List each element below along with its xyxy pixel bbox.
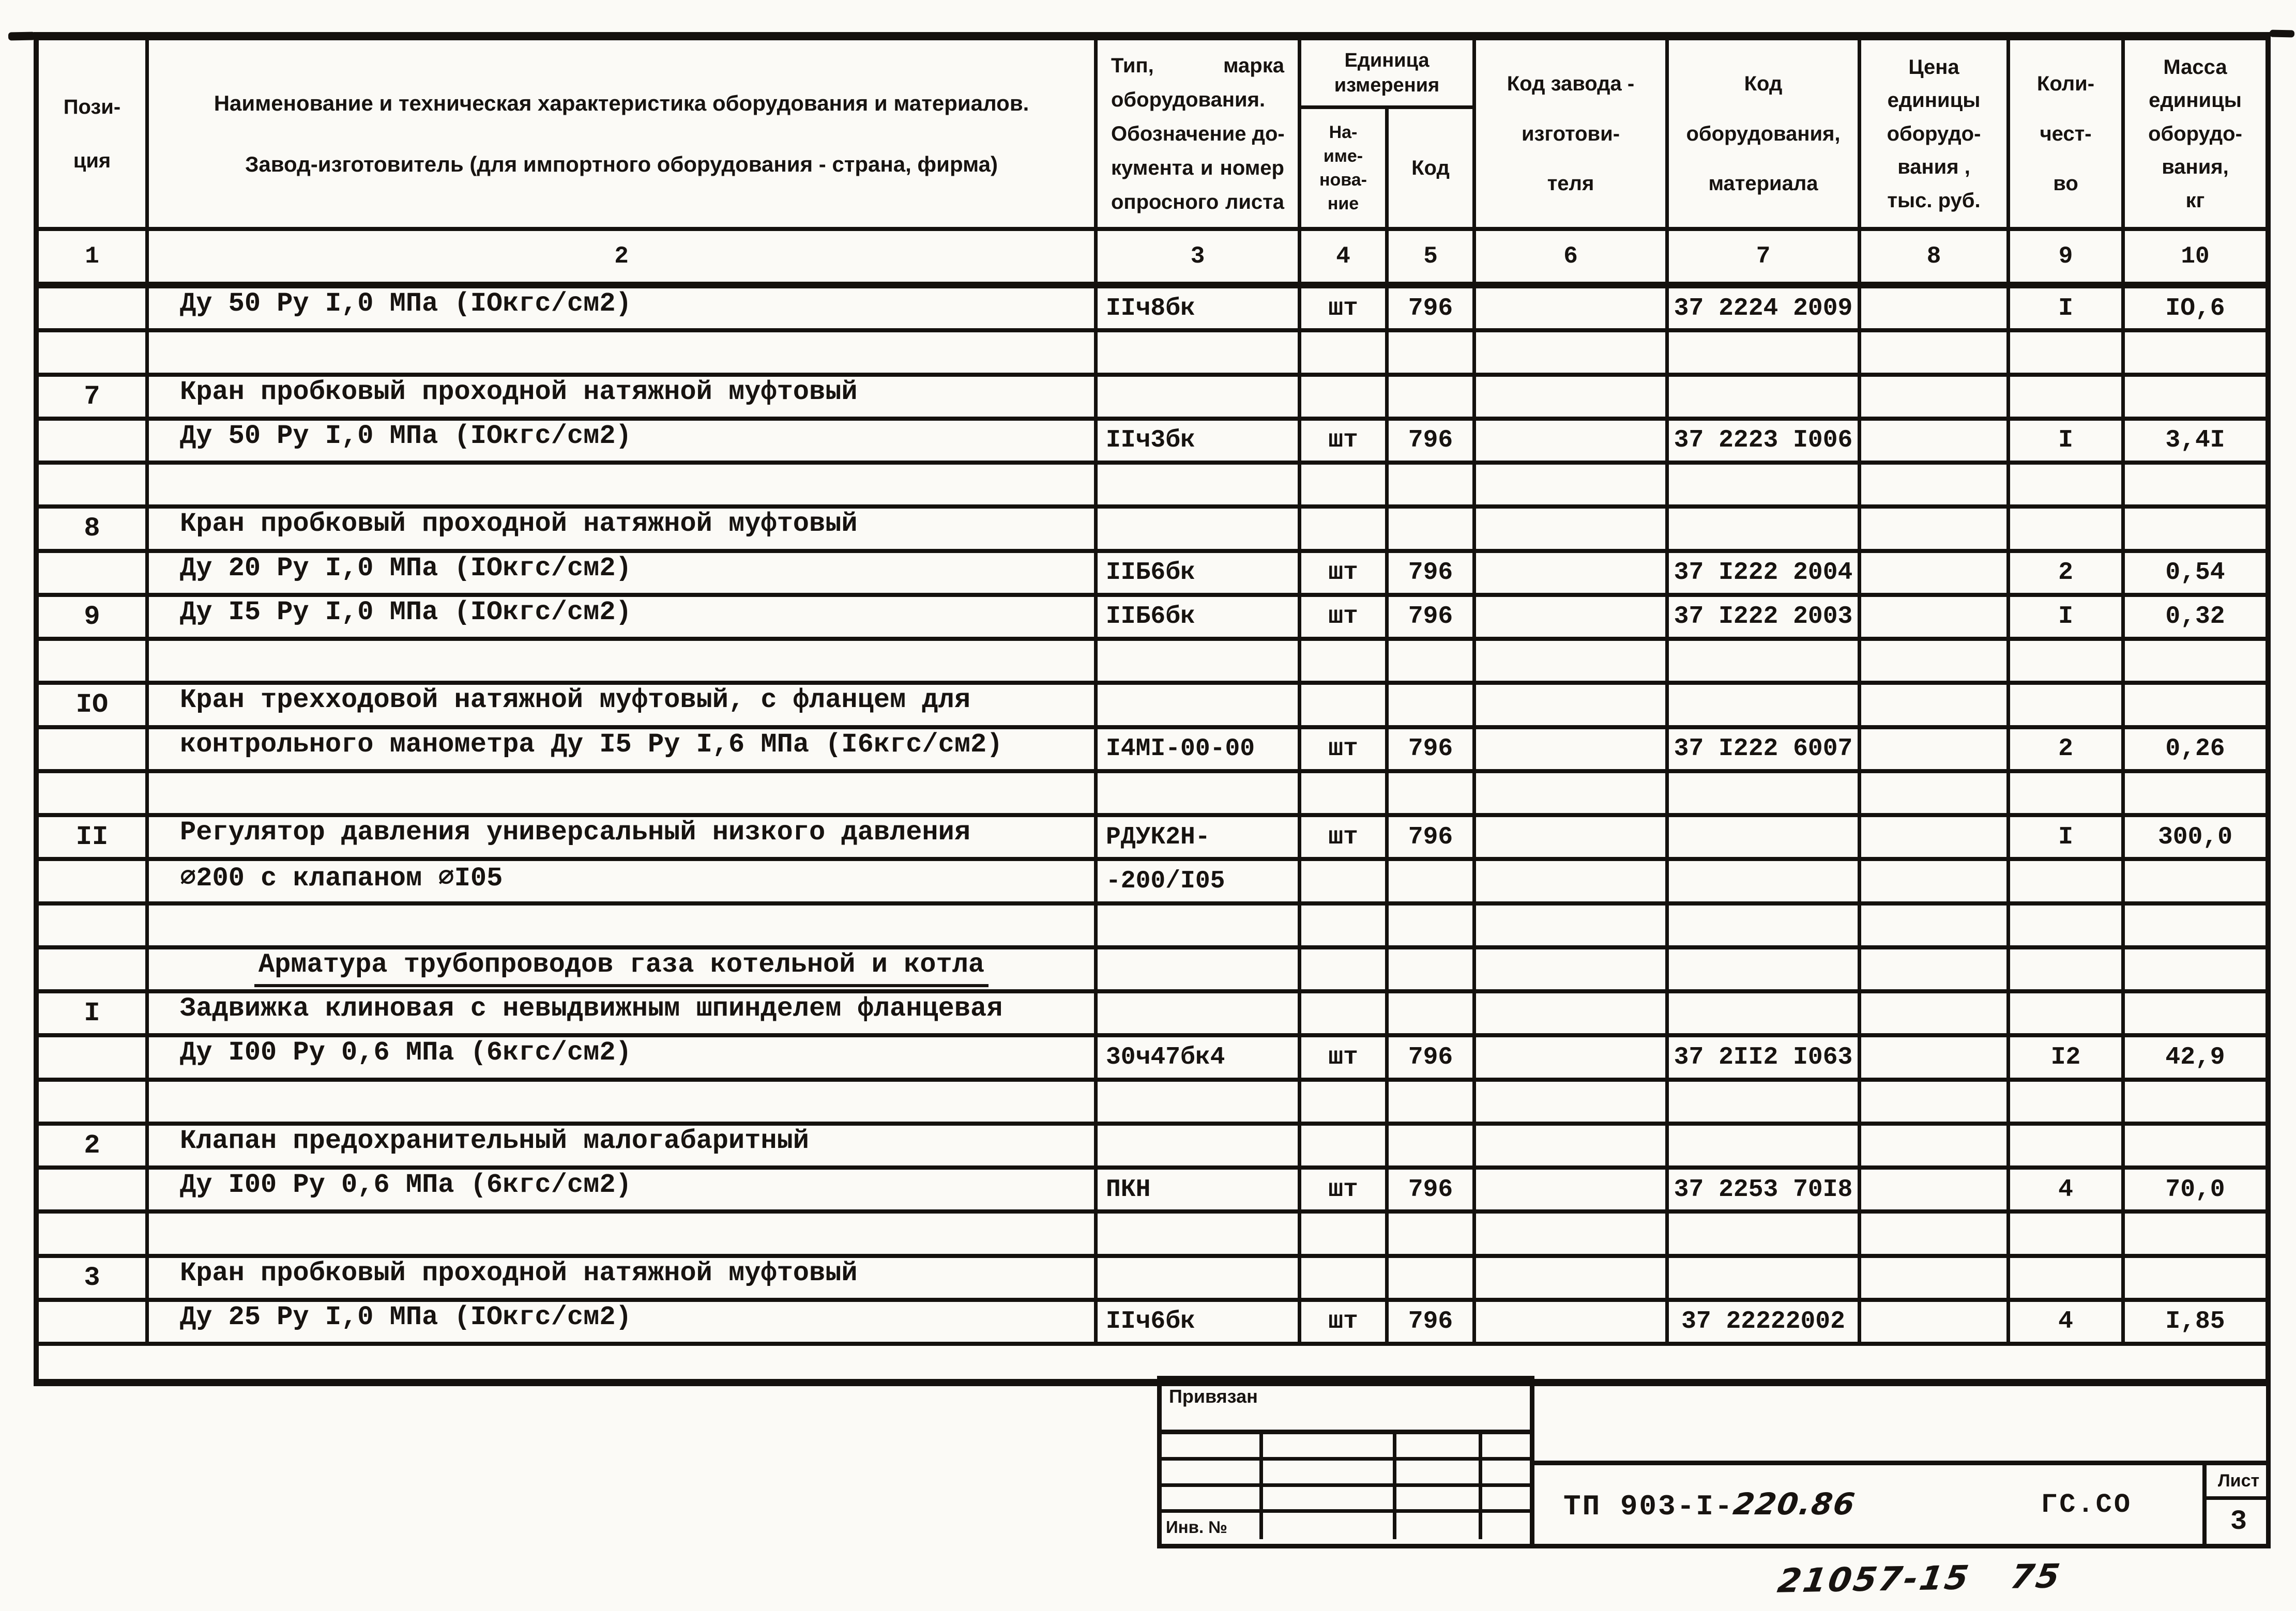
table-cell-type: IIч8бк	[1098, 288, 1301, 332]
table-cell-name: Регулятор давления универсальный низкого давления	[149, 817, 1098, 861]
table-cell-pos	[39, 729, 149, 773]
attached-label: Привязан	[1162, 1380, 1530, 1434]
table-cell-qty	[2010, 949, 2125, 993]
table-cell-type	[1098, 465, 1301, 509]
table-cell-qty: I	[2010, 421, 2125, 465]
table-cell-pos	[39, 773, 149, 817]
table-cell-mass	[2125, 906, 2265, 949]
table-cell-equip: 37 2II2 I063	[1669, 1037, 1861, 1081]
table-cell-pos: I	[39, 993, 149, 1037]
stamp-cell	[1482, 1513, 1530, 1539]
table-cell-mass	[2125, 377, 2265, 421]
table-cell-equip	[1669, 1214, 1861, 1257]
table-cell-equip	[1669, 1258, 1861, 1302]
table-cell-equip: 37 I222 6007	[1669, 729, 1861, 773]
table-cell-unit: шт	[1301, 1302, 1389, 1346]
stamp-cell	[1263, 1434, 1396, 1461]
table-cell-pos	[39, 906, 149, 949]
table-cell-price	[1861, 465, 2010, 509]
table-cell-name: Задвижка клиновая с невыдвижным шпинделем фланцевая	[149, 993, 1098, 1037]
table-cell-unit	[1301, 332, 1389, 376]
org-code: ГС.СО	[2041, 1489, 2133, 1520]
table-cell-unit	[1301, 861, 1389, 905]
table-cell-pos: 3	[39, 1258, 149, 1302]
table-cell-mass	[2125, 861, 2265, 905]
table-cell-type: I4МI-00-00	[1098, 729, 1301, 773]
table-cell-unit	[1301, 1126, 1389, 1170]
table-cell-pos	[39, 861, 149, 905]
table-cell-plant	[1476, 509, 1669, 553]
table-cell-code: 796	[1389, 729, 1476, 773]
table-cell-equip	[1669, 1126, 1861, 1170]
table-cell-unit	[1301, 949, 1389, 993]
table-cell-mass: 0,32	[2125, 597, 2265, 641]
table-cell-type: РДУК2Н-	[1098, 817, 1301, 861]
table-cell-equip	[1669, 993, 1861, 1037]
table-cell-price	[1861, 641, 2010, 685]
table-cell-price	[1861, 421, 2010, 465]
table-cell-code: 796	[1389, 817, 1476, 861]
column-number: 6	[1476, 231, 1669, 288]
stamp-cell	[1482, 1434, 1530, 1461]
table-cell-code	[1389, 509, 1476, 553]
table-cell-plant	[1476, 949, 1669, 993]
table-cell-pos	[39, 1170, 149, 1214]
table-cell-equip: 37 I222 2003	[1669, 597, 1861, 641]
table-cell-price	[1861, 1170, 2010, 1214]
table-cell-pos	[39, 1214, 149, 1257]
table-cell-type	[1098, 1214, 1301, 1257]
table-cell-type	[1098, 949, 1301, 993]
table-cell-code	[1389, 685, 1476, 729]
table-cell-type: 30ч47бк4	[1098, 1037, 1301, 1081]
table-cell-type	[1098, 1082, 1301, 1126]
table-cell-pos	[39, 288, 149, 332]
table-cell-equip	[1669, 773, 1861, 817]
table-cell-mass	[2125, 1126, 2265, 1170]
table-cell-type	[1098, 773, 1301, 817]
table-cell-plant	[1476, 1302, 1669, 1346]
header-unit-title: Единица измерения	[1301, 40, 1472, 109]
table-cell-equip	[1669, 641, 1861, 685]
table-cell-mass: 0,54	[2125, 553, 2265, 597]
table-cell-qty	[2010, 1258, 2125, 1302]
table-cell-code	[1389, 773, 1476, 817]
table-cell-name	[149, 332, 1098, 376]
table-cell-pos	[39, 949, 149, 993]
header-type-mark: Тип, марка оборудования. Обозначение до- кумента и номер опросного листа	[1098, 40, 1301, 231]
stamp-cell	[1396, 1487, 1482, 1513]
table-cell-price	[1861, 1126, 2010, 1170]
table-cell-name: Ду 20 Ру I,0 МПа (IOкгс/см2)	[149, 553, 1098, 597]
table-cell-code	[1389, 906, 1476, 949]
table-cell-mass	[2125, 1082, 2265, 1126]
table-cell-qty	[2010, 332, 2125, 376]
sheet-box	[2202, 1465, 2271, 1544]
table-cell-unit	[1301, 465, 1389, 509]
stamp-cell	[1396, 1461, 1482, 1487]
table-cell-unit: шт	[1301, 288, 1389, 332]
table-cell-mass: 0,26	[2125, 729, 2265, 773]
table-cell-pos	[39, 421, 149, 465]
table-cell-unit: шт	[1301, 597, 1389, 641]
table-cell-price	[1861, 817, 2010, 861]
table-cell-qty: I	[2010, 288, 2125, 332]
table-cell-price	[1861, 597, 2010, 641]
document-number-handwritten: 220.86	[1731, 1486, 1859, 1522]
table-cell-qty	[2010, 641, 2125, 685]
column-number: 10	[2125, 231, 2265, 288]
column-number: 8	[1861, 231, 2010, 288]
table-cell-type	[1098, 1258, 1301, 1302]
table-cell-code	[1389, 949, 1476, 993]
table-cell-code	[1389, 332, 1476, 376]
table-cell-type	[1098, 906, 1301, 949]
table-cell-plant	[1476, 332, 1669, 376]
table-cell-plant	[1476, 1082, 1669, 1126]
table-cell-name: Ду I00 Ру 0,6 МПа (6кгс/см2)	[149, 1037, 1098, 1081]
table-cell-plant	[1476, 861, 1669, 905]
column-number: 9	[2010, 231, 2125, 288]
table-cell-equip	[1669, 861, 1861, 905]
table-cell-name	[149, 906, 1098, 949]
table-cell-qty	[2010, 1126, 2125, 1170]
table-cell-name: контрольного манометра Ду I5 Ру I,6 МПа (I6кгс/см2)	[149, 729, 1098, 773]
table-cell-price	[1861, 949, 2010, 993]
table-cell-plant	[1476, 993, 1669, 1037]
table-cell-name: Клапан предохранительный малогабаритный	[149, 1126, 1098, 1170]
table-cell-equip	[1669, 332, 1861, 376]
column-number: 4	[1301, 231, 1389, 288]
table-cell-plant	[1476, 1126, 1669, 1170]
table-cell-qty: 4	[2010, 1302, 2125, 1346]
table-cell-code: 796	[1389, 1170, 1476, 1214]
column-number: 2	[149, 231, 1098, 288]
table-cell-pos	[39, 553, 149, 597]
table-cell-price	[1861, 553, 2010, 597]
table-cell-type	[1098, 1126, 1301, 1170]
table-cell-type	[1098, 685, 1301, 729]
header-unit-name: На- име- нова- ние	[1301, 109, 1389, 227]
table-cell-plant	[1476, 773, 1669, 817]
table-cell-equip: 37 2224 2009	[1669, 288, 1861, 332]
table-cell-code	[1389, 1126, 1476, 1170]
table-cell-code: 796	[1389, 288, 1476, 332]
column-number: 3	[1098, 231, 1301, 288]
table-cell-name	[149, 641, 1098, 685]
table-cell-plant	[1476, 421, 1669, 465]
table-cell-unit: шт	[1301, 421, 1389, 465]
table-cell-mass	[2125, 993, 2265, 1037]
frame-border	[2266, 1353, 2271, 1548]
table-cell-code	[1389, 1214, 1476, 1257]
table-cell-unit: шт	[1301, 553, 1389, 597]
inventory-number-label: Инв. №	[1162, 1513, 1263, 1539]
table-cell-mass	[2125, 773, 2265, 817]
table-cell-plant	[1476, 597, 1669, 641]
column-number: 7	[1669, 231, 1861, 288]
table-cell-type	[1098, 377, 1301, 421]
table-cell-price	[1861, 288, 2010, 332]
header-unit-price: Цена единицы оборудо- вания , тыс. руб.	[1861, 40, 2010, 231]
title-stamp-block	[1157, 1376, 1534, 1548]
table-cell-code: 796	[1389, 1037, 1476, 1081]
table-cell-equip: 37 I222 2004	[1669, 553, 1861, 597]
table-cell-plant	[1476, 729, 1669, 773]
table-cell-qty	[2010, 1082, 2125, 1126]
table-cell-equip	[1669, 509, 1861, 553]
table-cell-qty	[2010, 993, 2125, 1037]
table-cell-unit	[1301, 1214, 1389, 1257]
table-cell-plant	[1476, 1258, 1669, 1302]
table-cell-type: IIч6бк	[1098, 1302, 1301, 1346]
table-cell-name: Кран пробковый проходной натяжной муфтовый	[149, 509, 1098, 553]
table-cell-mass: IO,6	[2125, 288, 2265, 332]
table-cell-pos	[39, 465, 149, 509]
table-cell-type: -200/I05	[1098, 861, 1301, 905]
table-cell-qty: 2	[2010, 729, 2125, 773]
table-cell-mass	[2125, 1214, 2265, 1257]
stamp-cell	[1263, 1461, 1396, 1487]
table-cell-plant	[1476, 377, 1669, 421]
table-cell-name: Кран пробковый проходной натяжной муфтовый	[149, 1258, 1098, 1302]
table-cell-pos	[39, 332, 149, 376]
stamp-grid	[1162, 1434, 1530, 1539]
table-cell-name	[149, 1082, 1098, 1126]
table-cell-pos	[39, 1302, 149, 1346]
table-cell-price	[1861, 1214, 2010, 1257]
table-cell-qty	[2010, 509, 2125, 553]
stamp-cell	[1396, 1513, 1482, 1539]
table-cell-mass	[2125, 509, 2265, 553]
table-cell-qty	[2010, 377, 2125, 421]
table-cell-equip: 37 2223 I006	[1669, 421, 1861, 465]
table-cell-unit	[1301, 1258, 1389, 1302]
sheet-number: 3	[2230, 1506, 2247, 1538]
table-cell-code	[1389, 993, 1476, 1037]
header-unit-mass: Масса единицы оборудо- вания, кг	[2125, 40, 2265, 231]
table-cell-plant	[1476, 906, 1669, 949]
header-quantity: Коли- чест- во	[2010, 40, 2125, 231]
table-cell-unit: шт	[1301, 1170, 1389, 1214]
table-cell-equip	[1669, 377, 1861, 421]
table-cell-mass	[2125, 465, 2265, 509]
table-cell-code	[1389, 1258, 1476, 1302]
table-cell-pos: 7	[39, 377, 149, 421]
table-cell-equip	[1669, 1082, 1861, 1126]
table-cell-pos	[39, 1082, 149, 1126]
stamp-cell	[1162, 1461, 1263, 1487]
table-cell-plant	[1476, 553, 1669, 597]
table-cell-type	[1098, 509, 1301, 553]
table-cell-price	[1861, 729, 2010, 773]
column-number: 5	[1389, 231, 1476, 288]
table-cell-equip	[1669, 906, 1861, 949]
table-cell-code: 796	[1389, 421, 1476, 465]
table-cell-plant	[1476, 817, 1669, 861]
document-series: ТП 903-I-	[1563, 1490, 1734, 1523]
table-cell-equip	[1669, 949, 1861, 993]
scan-artifact	[2270, 30, 2294, 38]
table-cell-plant	[1476, 1037, 1669, 1081]
table-cell-price	[1861, 1258, 2010, 1302]
table-cell-equip: 37 22222002	[1669, 1302, 1861, 1346]
table-cell-code: 796	[1389, 1302, 1476, 1346]
table-cell-code	[1389, 641, 1476, 685]
table-cell-code: 796	[1389, 597, 1476, 641]
table-cell-price	[1861, 993, 2010, 1037]
table-cell-name	[149, 465, 1098, 509]
table-cell-pos: 9	[39, 597, 149, 641]
table-cell-code	[1389, 1082, 1476, 1126]
table-cell-unit: шт	[1301, 1037, 1389, 1081]
table-cell-type: IIБ6бк	[1098, 597, 1301, 641]
equipment-specification-table	[34, 32, 2271, 1386]
header-plant-code: Код завода - изготови- теля	[1476, 40, 1669, 231]
table-cell-type: IIч3бк	[1098, 421, 1301, 465]
table-cell-pos	[39, 1037, 149, 1081]
table-cell-type	[1098, 641, 1301, 685]
header-position: Пози- ция	[39, 40, 149, 231]
stamp-cell	[1482, 1487, 1530, 1513]
table-cell-equip	[1669, 685, 1861, 729]
document-number	[1563, 1486, 1859, 1523]
table-cell-qty	[2010, 773, 2125, 817]
table-cell-unit	[1301, 641, 1389, 685]
table-cell-plant	[1476, 465, 1669, 509]
scan-artifact	[8, 32, 35, 41]
table-cell-mass	[2125, 1258, 2265, 1302]
table-cell-name: Ду 50 Ру I,0 МПа (IOкгс/см2)	[149, 288, 1098, 332]
stamp-cell	[1396, 1434, 1482, 1461]
table-cell-price	[1861, 906, 2010, 949]
table-cell-mass: 42,9	[2125, 1037, 2265, 1081]
table-cell-qty: 4	[2010, 1170, 2125, 1214]
table-cell-unit	[1301, 685, 1389, 729]
stamp-cell	[1482, 1461, 1530, 1487]
table-cell-qty	[2010, 685, 2125, 729]
stamp-cell	[1263, 1487, 1396, 1513]
table-cell-type: IIБ6бк	[1098, 553, 1301, 597]
table-cell-unit	[1301, 906, 1389, 949]
table-cell-qty	[2010, 861, 2125, 905]
table-cell-qty: I	[2010, 597, 2125, 641]
table-cell-pos	[39, 641, 149, 685]
table-cell-unit	[1301, 509, 1389, 553]
table-cell-pos: IO	[39, 685, 149, 729]
table-cell-name: Кран пробковый проходной натяжной муфтовый	[149, 377, 1098, 421]
table-cell-unit: шт	[1301, 729, 1389, 773]
table-cell-unit	[1301, 377, 1389, 421]
table-cell-unit	[1301, 773, 1389, 817]
table-cell-pos: 2	[39, 1126, 149, 1170]
header-unit-group	[1301, 40, 1476, 231]
table-cell-name: ∅200 с клапаном ∅I05	[149, 861, 1098, 905]
table-cell-price	[1861, 1302, 2010, 1346]
table-cell-mass	[2125, 332, 2265, 376]
table-cell-type: ПКН	[1098, 1170, 1301, 1214]
table-cell-price	[1861, 861, 2010, 905]
table-cell-plant	[1476, 685, 1669, 729]
table-cell-price	[1861, 377, 2010, 421]
table-cell-name	[149, 773, 1098, 817]
table-cell-price	[1861, 1037, 2010, 1081]
stamp-cell	[1162, 1434, 1263, 1461]
table-cell-name	[149, 1214, 1098, 1257]
table-cell-mass	[2125, 641, 2265, 685]
table-cell-qty: 2	[2010, 553, 2125, 597]
table-cell-code: 796	[1389, 553, 1476, 597]
table-cell-price	[1861, 332, 2010, 376]
table-cell-pos: II	[39, 817, 149, 861]
table-cell-mass	[2125, 949, 2265, 993]
table-cell-name: Кран трехходовой натяжной муфтовый, с фланцем для	[149, 685, 1098, 729]
table-cell-code	[1389, 465, 1476, 509]
table-cell-type	[1098, 332, 1301, 376]
stamp-cell	[1162, 1487, 1263, 1513]
document-number-bar	[1534, 1461, 2271, 1548]
table-cell-pos: 8	[39, 509, 149, 553]
table-cell-name: Ду I5 Ру I,0 МПа (IOкгс/см2)	[149, 597, 1098, 641]
header-unit-code: Код	[1411, 157, 1450, 179]
table-cell-qty: I	[2010, 817, 2125, 861]
table-cell-qty	[2010, 1214, 2125, 1257]
table-cell-plant	[1476, 288, 1669, 332]
header-name: Наименование и техническая характеристика оборудования и материалов. Завод-изготовитель (для импортного оборудования - страна, фирма)	[149, 40, 1098, 231]
table-cell-unit	[1301, 1082, 1389, 1126]
table-cell-price	[1861, 1082, 2010, 1126]
table-cell-qty	[2010, 465, 2125, 509]
table-cell-type	[1098, 993, 1301, 1037]
table-cell-unit: шт	[1301, 817, 1389, 861]
table-cell-price	[1861, 773, 2010, 817]
table-cell-equip	[1669, 465, 1861, 509]
table-cell-mass: I,85	[2125, 1302, 2265, 1346]
table-cell-name: Ду 50 Ру I,0 МПа (IOкгс/см2)	[149, 421, 1098, 465]
table-cell-price	[1861, 509, 2010, 553]
table-cell-mass: 3,4I	[2125, 421, 2265, 465]
sheet-label: Лист	[2207, 1465, 2271, 1500]
header-equipment-code: Код оборудования, материала	[1669, 40, 1861, 231]
column-number: 1	[39, 231, 149, 288]
table-cell-plant	[1476, 641, 1669, 685]
table-cell-mass	[2125, 685, 2265, 729]
table-cell-name: Ду I00 Ру 0,6 МПа (6кгс/см2)	[149, 1170, 1098, 1214]
table-cell-plant	[1476, 1214, 1669, 1257]
table-cell-code	[1389, 377, 1476, 421]
table-cell-code	[1389, 861, 1476, 905]
table-cell-mass: 70,0	[2125, 1170, 2265, 1214]
archive-handwritten-note: 21057-15 75	[1775, 1557, 2064, 1601]
stamp-cell	[1263, 1513, 1396, 1539]
table-cell-qty: I2	[2010, 1037, 2125, 1081]
table-cell-qty	[2010, 906, 2125, 949]
table-cell-mass: 300,0	[2125, 817, 2265, 861]
table-cell-name: Ду 25 Ру I,0 МПа (IOкгс/см2)	[149, 1302, 1098, 1346]
table-cell-equip: 37 2253 70I8	[1669, 1170, 1861, 1214]
table-cell-equip	[1669, 817, 1861, 861]
table-cell-section	[149, 949, 1098, 993]
table-cell-price	[1861, 685, 2010, 729]
table-cell-unit	[1301, 993, 1389, 1037]
section-heading: Арматура трубопроводов газа котельной и котла	[254, 949, 989, 987]
table-cell-plant	[1476, 1170, 1669, 1214]
